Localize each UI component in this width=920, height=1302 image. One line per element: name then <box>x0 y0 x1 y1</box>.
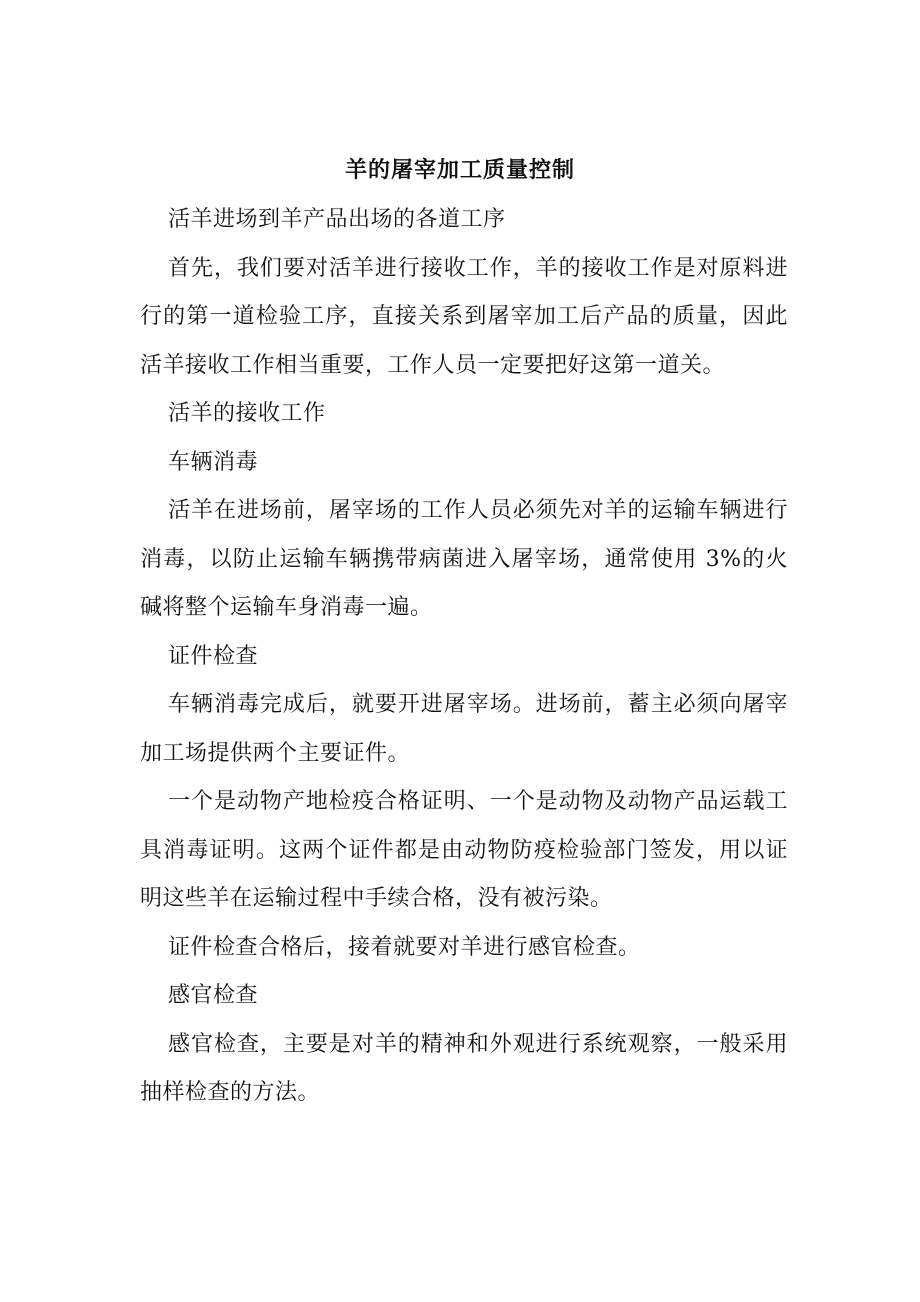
heading-sensory-inspection: 感官检查 <box>168 983 259 1008</box>
paragraph-receiving-intro: 首先，我们要对活羊进行接收工作，羊的接收工作是对原料进行的第一道检验工序，直接关系到屠宰加工后产品的质量，因此活羊接收工作相当重要，工作人员一定要把好这第一道关。 <box>140 255 788 378</box>
paragraph-process-overview: 活羊进场到羊产品出场的各道工序 <box>168 207 506 232</box>
heading-certificate-check: 证件检查 <box>168 643 259 669</box>
heading-vehicle-disinfection: 车辆消毒 <box>168 449 259 475</box>
paragraph-certificate-details: 一个是动物产地检疫合格证明、一个是动物及动物产品运载工具消毒证明。这两个证件都是由动物防疫检验部门签发，用以证明这些羊在运输过程中手续合格，没有被污染。 <box>140 789 788 911</box>
paragraph-after-certificate: 证件检查合格后，接着就要对羊进行感官检查。 <box>168 934 641 960</box>
paragraph-sensory-inspection: 感官检查，主要是对羊的精神和外观进行系统观察，一般采用抽样检查的方法。 <box>140 1031 788 1105</box>
paragraph-vehicle-disinfection: 活羊在进场前，屠宰场的工作人员必须先对羊的运输车辆进行消毒，以防止运输车辆携带病菌进入屠宰场，通常使用 3%的火碱将整个运输车身消毒一遍。 <box>140 498 788 620</box>
paragraph-certificate-provision: 车辆消毒完成后，就要开进屠宰场。进场前，蓄主必须向屠宰加工场提供两个主要证件。 <box>140 692 788 766</box>
document-body <box>140 196 788 1118</box>
heading-receiving-work: 活羊的接收工作 <box>168 401 326 426</box>
document-title: 羊的屠宰加工质量控制 <box>344 157 575 183</box>
